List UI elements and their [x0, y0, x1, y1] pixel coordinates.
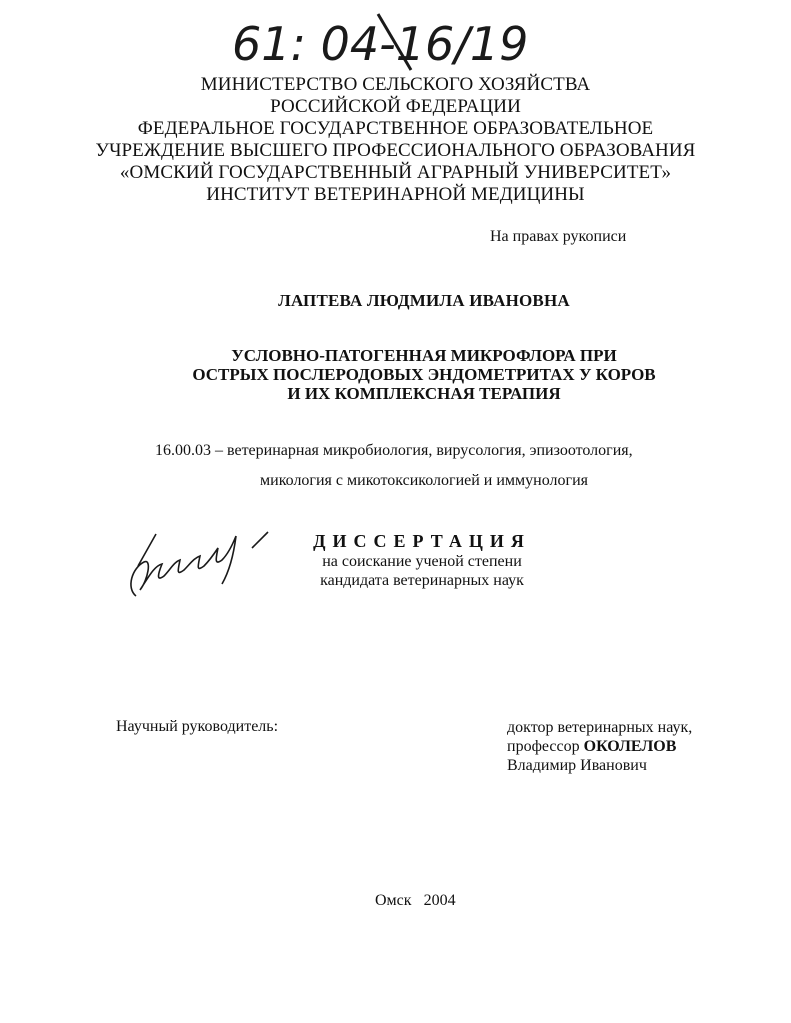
- dissertation-heading: ДИССЕРТАЦИЯ: [313, 531, 531, 551]
- dissertation-block: [306, 531, 538, 590]
- header-line: МИНИСТЕРСТВО СЕЛЬСКОГО ХОЗЯЙСТВА: [200, 74, 591, 95]
- signature-stroke: [131, 536, 236, 596]
- signature-drawing: [118, 518, 278, 608]
- advisor-degree: доктор ветеринарных наук,: [507, 719, 693, 736]
- specialty-line-1: 16.00.03 – ветеринарная микробиология, вирусология, эпизоотология,: [155, 442, 633, 459]
- manuscript-note: На правах рукописи: [490, 228, 627, 245]
- degree-line: на соискание ученой степени: [322, 553, 522, 570]
- header-line: РОССИЙСКОЙ ФЕДЕРАЦИИ: [270, 96, 521, 117]
- archive-code-drawing: [228, 8, 528, 72]
- title-line: И ИХ КОМПЛЕКСНАЯ ТЕРАПИЯ: [287, 384, 561, 403]
- archive-code-text: 61: 04-16/193: [232, 17, 528, 71]
- footer-place-year: [375, 892, 456, 910]
- advisor-title: профессор: [507, 738, 580, 755]
- year: 2004: [423, 892, 456, 909]
- archive-code-handwritten: [228, 8, 528, 72]
- advisor-info: [507, 718, 692, 775]
- dissertation-title: [0, 346, 791, 403]
- advisor-label: Научный руководитель:: [116, 718, 279, 735]
- title-line: ОСТРЫХ ПОСЛЕРОДОВЫХ ЭНДОМЕТРИТАХ У КОРОВ: [192, 365, 656, 384]
- institution-header: [0, 74, 791, 206]
- header-line: «ОМСКИЙ ГОСУДАРСТВЕННЫЙ АГРАРНЫЙ УНИВЕРСИТЕТ»: [119, 162, 672, 183]
- degree-line: кандидата ветеринарных наук: [320, 572, 524, 589]
- advisor-surname: ОКОЛЕЛОВ: [583, 738, 677, 755]
- specialty-line-2: микология с микотоксикологией и иммунология: [260, 472, 588, 489]
- header-line: ФЕДЕРАЛЬНОЕ ГОСУДАРСТВЕННОЕ ОБРАЗОВАТЕЛЬНОЕ: [137, 118, 654, 139]
- advisor-name: Владимир Иванович: [507, 757, 647, 774]
- signature-stroke: [252, 532, 268, 548]
- header-line: УЧРЕЖДЕНИЕ ВЫСШЕГО ПРОФЕССИОНАЛЬНОГО ОБРАЗОВАНИЯ: [95, 140, 696, 161]
- signature: [118, 518, 278, 608]
- city: Омск: [375, 892, 412, 909]
- author-name: ЛАПТЕВА ЛЮДМИЛА ИВАНОВНА: [278, 291, 570, 310]
- header-line: ИНСТИТУТ ВЕТЕРИНАРНОЙ МЕДИЦИНЫ: [206, 184, 585, 205]
- title-line: УСЛОВНО-ПАТОГЕННАЯ МИКРОФЛОРА ПРИ: [231, 346, 617, 365]
- advisor-title-line: [507, 737, 692, 756]
